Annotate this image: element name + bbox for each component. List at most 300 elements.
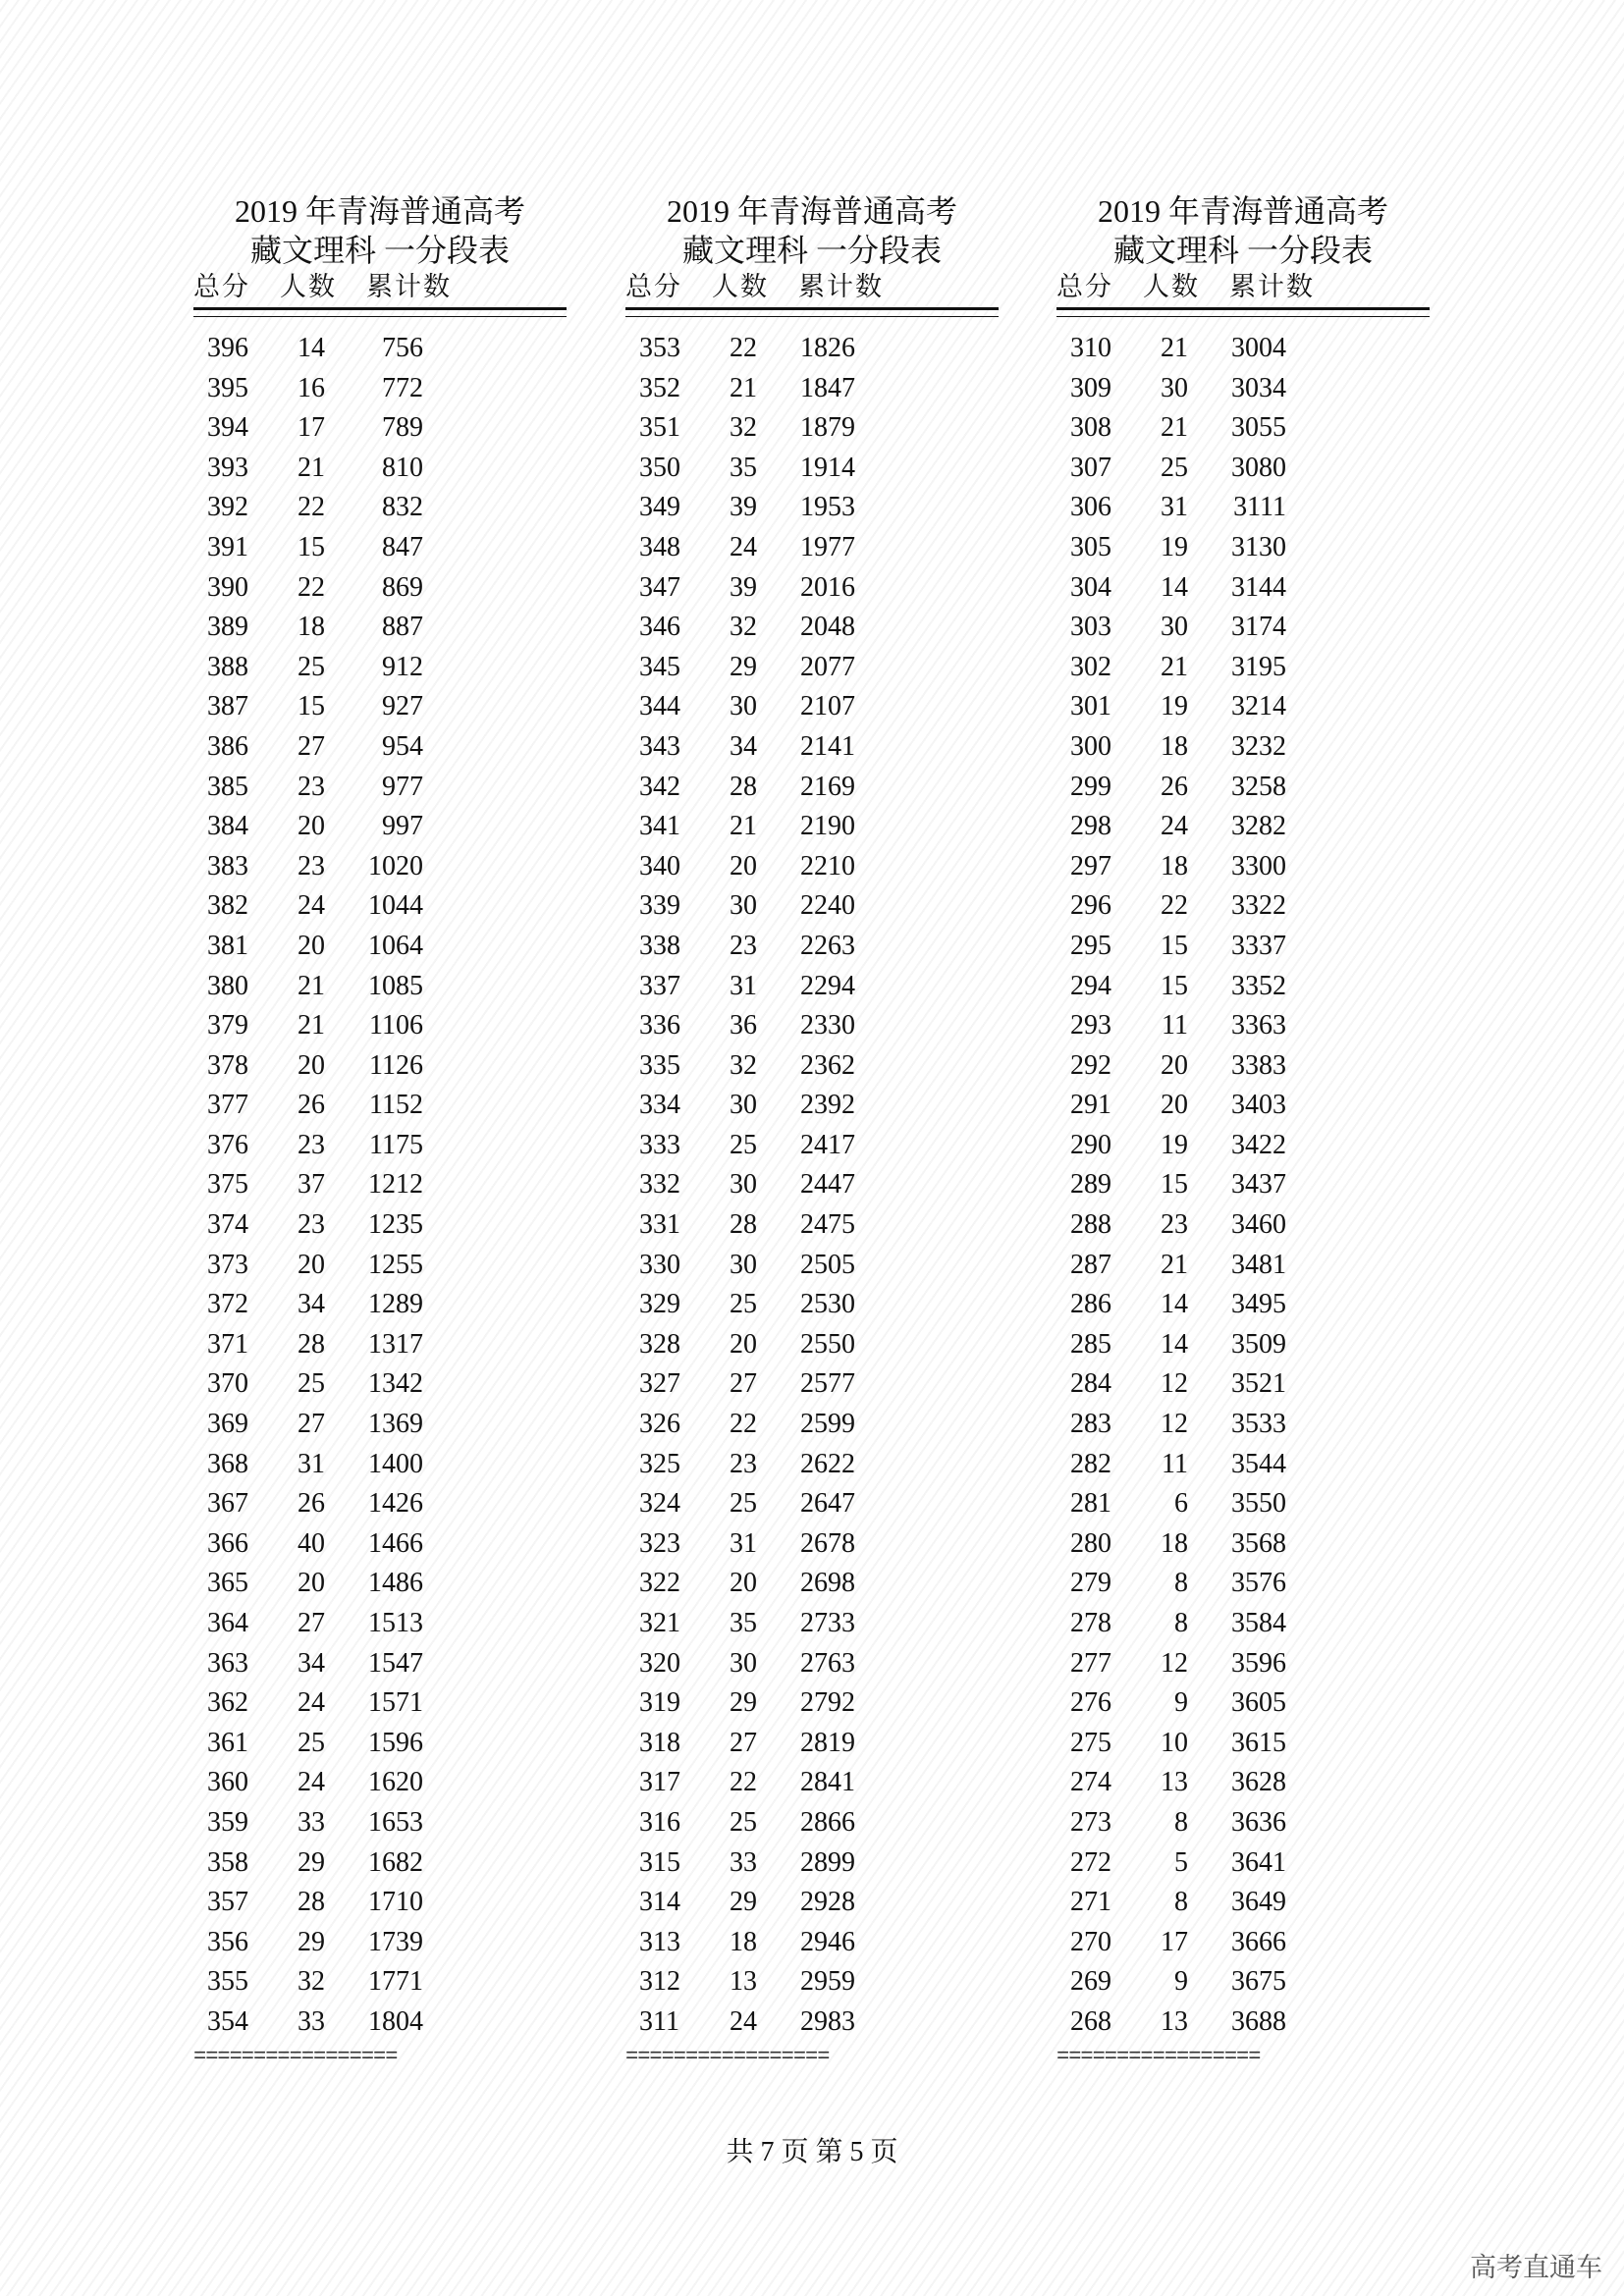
cell-cumulative: 2107 — [800, 691, 855, 722]
cell-score: 380 — [207, 970, 248, 1001]
table-row — [193, 1524, 567, 1565]
table-row — [1056, 329, 1430, 369]
table-row — [1056, 568, 1430, 609]
cell-score: 280 — [1070, 1527, 1111, 1559]
table-row — [1056, 727, 1430, 768]
table-subtitle: 藏文理科 一分段表 — [681, 233, 942, 268]
table-row — [193, 1564, 567, 1604]
cell-cumulative: 2983 — [800, 2005, 855, 2037]
cell-cumulative: 1126 — [369, 1049, 423, 1081]
cell-count: 18 — [1161, 730, 1188, 762]
cell-score: 391 — [207, 531, 248, 562]
table-row — [1056, 1325, 1430, 1365]
cell-cumulative: 1620 — [368, 1767, 423, 1798]
table-row — [193, 1923, 567, 1963]
cell-count: 21 — [1161, 412, 1188, 444]
cell-count: 22 — [730, 333, 757, 363]
cell-count: 9 — [1174, 1687, 1188, 1719]
cell-cumulative: 3111 — [1233, 492, 1286, 523]
cell-score: 318 — [639, 1727, 680, 1758]
cell-count: 20 — [298, 811, 325, 842]
cell-count: 22 — [298, 571, 325, 603]
cell-cumulative: 1653 — [368, 1806, 423, 1838]
table-row — [193, 408, 567, 449]
cell-cumulative: 1513 — [368, 1608, 423, 1638]
cell-score: 383 — [207, 850, 248, 881]
table-row — [1056, 2002, 1430, 2043]
cell-score: 340 — [639, 850, 680, 881]
cell-cumulative: 1235 — [368, 1209, 423, 1241]
cell-count: 34 — [298, 1647, 325, 1679]
cell-cumulative: 2505 — [800, 1249, 855, 1280]
cell-score: 326 — [639, 1409, 680, 1440]
table-row — [625, 1285, 999, 1325]
cell-cumulative: 2294 — [800, 970, 855, 1001]
table-header — [193, 270, 567, 305]
table-subtitle: 藏文理科 一分段表 — [1112, 233, 1373, 268]
cell-count: 23 — [730, 930, 757, 961]
cell-score: 317 — [639, 1767, 680, 1798]
cell-cumulative: 2048 — [800, 612, 855, 643]
cell-score: 358 — [207, 1846, 248, 1878]
cell-score: 335 — [639, 1049, 680, 1081]
table-end-rule: ================= — [625, 2044, 830, 2069]
cell-count: 24 — [298, 1687, 325, 1719]
table-row — [193, 1165, 567, 1205]
cell-count: 26 — [1161, 771, 1188, 802]
cell-count: 17 — [298, 412, 325, 444]
cell-cumulative: 3649 — [1231, 1887, 1286, 1918]
cell-score: 277 — [1070, 1647, 1111, 1679]
cell-count: 15 — [1161, 970, 1188, 1001]
score-table-column-2 — [625, 191, 999, 2072]
table-row — [625, 1006, 999, 1046]
cell-cumulative: 1682 — [368, 1846, 423, 1878]
cell-cumulative: 2678 — [800, 1527, 855, 1559]
cell-count: 25 — [730, 1488, 757, 1520]
table-row — [625, 687, 999, 727]
cell-cumulative: 810 — [382, 452, 423, 483]
table-end-rule: ================= — [1056, 2044, 1261, 2069]
cell-count: 22 — [298, 492, 325, 523]
cell-count: 32 — [730, 1049, 757, 1081]
table-row — [193, 927, 567, 967]
table-row — [1056, 369, 1430, 409]
table-row — [193, 807, 567, 847]
cell-score: 362 — [207, 1687, 248, 1719]
cell-count: 28 — [730, 1209, 757, 1241]
cell-count: 14 — [298, 333, 325, 363]
cell-cumulative: 2866 — [800, 1806, 855, 1838]
cell-cumulative: 789 — [382, 412, 423, 444]
cell-count: 28 — [298, 1887, 325, 1918]
cell-score: 369 — [207, 1409, 248, 1440]
cell-cumulative: 3214 — [1231, 691, 1286, 722]
cell-count: 24 — [298, 890, 325, 922]
cell-count: 24 — [1161, 811, 1188, 842]
cell-cumulative: 1085 — [368, 970, 423, 1001]
cell-count: 27 — [298, 730, 325, 762]
table-row — [625, 1724, 999, 1764]
cell-cumulative: 3641 — [1231, 1846, 1286, 1878]
cell-count: 19 — [1161, 531, 1188, 562]
cell-count: 28 — [298, 1328, 325, 1360]
cell-cumulative: 1739 — [368, 1926, 423, 1957]
table-row — [625, 1445, 999, 1485]
table-row — [625, 1165, 999, 1205]
cell-count: 23 — [298, 771, 325, 802]
cell-cumulative: 2417 — [800, 1129, 855, 1160]
header-score: 总分 — [625, 272, 682, 302]
table-row — [625, 1325, 999, 1365]
table-body — [625, 329, 999, 2043]
cell-score: 375 — [207, 1169, 248, 1201]
cell-cumulative: 3605 — [1231, 1687, 1286, 1719]
cell-score: 376 — [207, 1129, 248, 1160]
cell-count: 20 — [298, 1249, 325, 1280]
cell-score: 330 — [639, 1249, 680, 1280]
cell-count: 30 — [730, 1090, 757, 1121]
cell-cumulative: 887 — [382, 612, 423, 643]
cell-score: 364 — [207, 1608, 248, 1638]
cell-count: 23 — [298, 1129, 325, 1160]
cell-score: 269 — [1070, 1966, 1111, 1998]
cell-cumulative: 3352 — [1231, 970, 1286, 1001]
cell-cumulative: 2077 — [800, 651, 855, 682]
cell-score: 278 — [1070, 1608, 1111, 1638]
table-row — [1056, 608, 1430, 648]
table-row — [193, 1126, 567, 1166]
cell-cumulative: 3584 — [1231, 1608, 1286, 1638]
cell-cumulative: 3144 — [1231, 571, 1286, 603]
cell-score: 314 — [639, 1887, 680, 1918]
table-body — [1056, 329, 1430, 2043]
table-row — [193, 648, 567, 688]
table-row — [625, 807, 999, 847]
cell-cumulative: 2475 — [800, 1209, 855, 1241]
cell-count: 31 — [1161, 492, 1188, 523]
table-row — [1056, 488, 1430, 528]
cell-count: 30 — [730, 1647, 757, 1679]
cell-cumulative: 1486 — [368, 1568, 423, 1599]
cell-count: 15 — [298, 691, 325, 722]
cell-count: 19 — [1161, 691, 1188, 722]
table-row — [193, 768, 567, 808]
table-row — [1056, 1405, 1430, 1445]
table-row — [1056, 1285, 1430, 1325]
cell-score: 319 — [639, 1687, 680, 1719]
table-row — [1056, 1962, 1430, 2002]
table-end-rule: ================= — [193, 2044, 398, 2069]
cell-count: 23 — [298, 850, 325, 881]
cell-score: 292 — [1070, 1049, 1111, 1081]
cell-cumulative: 2392 — [800, 1090, 855, 1121]
score-table-column-3 — [1056, 191, 1430, 2072]
cell-score: 392 — [207, 492, 248, 523]
cell-count: 14 — [1161, 571, 1188, 603]
cell-score: 303 — [1070, 612, 1111, 643]
table-row — [625, 1086, 999, 1126]
cell-cumulative: 3533 — [1231, 1409, 1286, 1440]
cell-cumulative: 2928 — [800, 1887, 855, 1918]
cell-cumulative: 1466 — [368, 1527, 423, 1559]
table-row — [625, 329, 999, 369]
cell-cumulative: 3544 — [1231, 1448, 1286, 1479]
cell-cumulative: 2263 — [800, 930, 855, 961]
cell-score: 381 — [207, 930, 248, 961]
cell-cumulative: 2210 — [800, 850, 855, 881]
table-row — [1056, 1524, 1430, 1565]
cell-count: 25 — [298, 1368, 325, 1400]
cell-count: 25 — [298, 651, 325, 682]
cell-count: 27 — [298, 1608, 325, 1638]
cell-score: 337 — [639, 970, 680, 1001]
cell-count: 29 — [298, 1846, 325, 1878]
brand-watermark-text: 高考直通车 — [1470, 2253, 1602, 2283]
cell-score: 273 — [1070, 1806, 1111, 1838]
cell-cumulative: 3403 — [1231, 1090, 1286, 1121]
table-row — [625, 408, 999, 449]
cell-score: 315 — [639, 1846, 680, 1878]
cell-cumulative: 2190 — [800, 811, 855, 842]
cell-score: 312 — [639, 1966, 680, 1998]
cell-score: 387 — [207, 691, 248, 722]
cell-score: 272 — [1070, 1846, 1111, 1878]
cell-count: 8 — [1174, 1887, 1188, 1918]
cell-count: 12 — [1161, 1409, 1188, 1440]
cell-cumulative: 927 — [382, 691, 423, 722]
cell-score: 307 — [1070, 452, 1111, 483]
cell-score: 367 — [207, 1488, 248, 1520]
cell-score: 346 — [639, 612, 680, 643]
table-row — [193, 369, 567, 409]
cell-count: 30 — [730, 691, 757, 722]
table-row — [193, 329, 567, 369]
cell-score: 306 — [1070, 492, 1111, 523]
table-row — [625, 1524, 999, 1565]
cell-count: 33 — [730, 1846, 757, 1878]
cell-count: 25 — [730, 1289, 757, 1320]
table-row — [193, 1484, 567, 1524]
cell-count: 8 — [1174, 1608, 1188, 1638]
cell-count: 18 — [730, 1926, 757, 1957]
cell-count: 33 — [298, 1806, 325, 1838]
cell-count: 32 — [730, 612, 757, 643]
cell-score: 386 — [207, 730, 248, 762]
cell-cumulative: 3422 — [1231, 1129, 1286, 1160]
cell-score: 310 — [1070, 333, 1111, 363]
cell-score: 347 — [639, 571, 680, 603]
cell-count: 35 — [730, 452, 757, 483]
cell-cumulative: 1064 — [368, 930, 423, 961]
table-row — [625, 568, 999, 609]
table-row — [1056, 1364, 1430, 1405]
cell-cumulative: 2599 — [800, 1409, 855, 1440]
cell-cumulative: 756 — [382, 333, 423, 363]
cell-score: 336 — [639, 1010, 680, 1041]
cell-cumulative: 3174 — [1231, 612, 1286, 643]
cell-cumulative: 1426 — [368, 1488, 423, 1520]
table-row — [1056, 1644, 1430, 1684]
cell-count: 30 — [730, 1249, 757, 1280]
cell-count: 30 — [1161, 612, 1188, 643]
cell-score: 304 — [1070, 571, 1111, 603]
cell-score: 385 — [207, 771, 248, 802]
cell-score: 370 — [207, 1368, 248, 1400]
cell-cumulative: 1020 — [368, 850, 423, 881]
cell-score: 354 — [207, 2005, 248, 2037]
cell-count: 21 — [730, 811, 757, 842]
cell-score: 329 — [639, 1289, 680, 1320]
cell-score: 300 — [1070, 730, 1111, 762]
table-row — [1056, 1246, 1430, 1286]
cell-score: 338 — [639, 930, 680, 961]
table-row — [1056, 1604, 1430, 1644]
cell-count: 20 — [1161, 1090, 1188, 1121]
cell-cumulative: 3195 — [1231, 651, 1286, 682]
cell-score: 274 — [1070, 1767, 1111, 1798]
table-row — [193, 1285, 567, 1325]
cell-cumulative: 997 — [382, 811, 423, 842]
cell-score: 321 — [639, 1608, 680, 1638]
cell-cumulative: 2763 — [800, 1647, 855, 1679]
cell-cumulative: 1547 — [368, 1647, 423, 1679]
table-row — [625, 1843, 999, 1884]
cell-count: 13 — [1161, 1767, 1188, 1798]
cell-cumulative: 832 — [382, 492, 423, 523]
cell-cumulative: 3495 — [1231, 1289, 1286, 1320]
cell-count: 26 — [298, 1090, 325, 1121]
table-row — [1056, 408, 1430, 449]
cell-score: 283 — [1070, 1409, 1111, 1440]
cell-score: 323 — [639, 1527, 680, 1559]
cell-score: 352 — [639, 372, 680, 403]
table-row — [625, 449, 999, 489]
cell-count: 40 — [298, 1527, 325, 1559]
cell-cumulative: 1255 — [368, 1249, 423, 1280]
cell-cumulative: 3688 — [1231, 2005, 1286, 2037]
table-row — [193, 528, 567, 568]
cell-score: 361 — [207, 1727, 248, 1758]
table-row — [1056, 1683, 1430, 1724]
cell-count: 31 — [298, 1448, 325, 1479]
table-row — [1056, 648, 1430, 688]
cell-cumulative: 3004 — [1231, 333, 1286, 363]
table-row — [625, 1923, 999, 1963]
table-row — [193, 449, 567, 489]
cell-score: 344 — [639, 691, 680, 722]
cell-score: 270 — [1070, 1926, 1111, 1957]
cell-count: 13 — [1161, 2005, 1188, 2037]
table-row — [193, 1644, 567, 1684]
table-row — [625, 727, 999, 768]
cell-cumulative: 1400 — [368, 1448, 423, 1479]
table-row — [625, 648, 999, 688]
table-row — [193, 1803, 567, 1843]
cell-score: 327 — [639, 1368, 680, 1400]
cell-cumulative: 3521 — [1231, 1368, 1286, 1400]
table-row — [193, 1364, 567, 1405]
header-double-rule — [193, 307, 567, 317]
cell-count: 6 — [1174, 1488, 1188, 1520]
table-header — [1056, 270, 1430, 305]
header-score: 总分 — [1056, 272, 1113, 302]
table-row — [1056, 1763, 1430, 1803]
table-row — [1056, 1205, 1430, 1246]
cell-score: 377 — [207, 1090, 248, 1121]
cell-score: 309 — [1070, 372, 1111, 403]
cell-score: 378 — [207, 1049, 248, 1081]
cell-count: 12 — [1161, 1368, 1188, 1400]
cell-score: 351 — [639, 412, 680, 444]
cell-score: 353 — [639, 333, 680, 363]
table-row — [193, 568, 567, 609]
table-header — [625, 270, 999, 305]
cell-score: 288 — [1070, 1209, 1111, 1241]
cell-cumulative: 3437 — [1231, 1169, 1286, 1201]
cell-score: 360 — [207, 1767, 248, 1798]
cell-cumulative: 3337 — [1231, 930, 1286, 961]
cell-cumulative: 2946 — [800, 1926, 855, 1957]
cell-count: 31 — [730, 970, 757, 1001]
table-row — [1056, 1843, 1430, 1884]
cell-count: 20 — [730, 850, 757, 881]
cell-cumulative: 912 — [382, 651, 423, 682]
cell-cumulative: 954 — [382, 730, 423, 762]
cell-cumulative: 2819 — [800, 1727, 855, 1758]
cell-score: 357 — [207, 1887, 248, 1918]
table-row — [625, 967, 999, 1007]
cell-cumulative: 3615 — [1231, 1727, 1286, 1758]
cell-cumulative: 2240 — [800, 890, 855, 922]
table-row — [1056, 886, 1430, 927]
cell-score: 382 — [207, 890, 248, 922]
cell-count: 13 — [730, 1966, 757, 1998]
cell-cumulative: 3675 — [1231, 1966, 1286, 1998]
table-row — [625, 1604, 999, 1644]
cell-cumulative: 869 — [382, 571, 423, 603]
cell-cumulative: 3383 — [1231, 1049, 1286, 1081]
cell-score: 285 — [1070, 1328, 1111, 1360]
cell-score: 305 — [1070, 531, 1111, 562]
table-row — [193, 488, 567, 528]
cell-cumulative: 1044 — [368, 890, 423, 922]
table-row — [625, 1883, 999, 1923]
cell-score: 289 — [1070, 1169, 1111, 1201]
cell-cumulative: 3481 — [1231, 1249, 1286, 1280]
cell-score: 348 — [639, 531, 680, 562]
table-row — [1056, 1445, 1430, 1485]
cell-count: 30 — [1161, 372, 1188, 403]
cell-cumulative: 3282 — [1231, 811, 1286, 842]
table-row — [1056, 1883, 1430, 1923]
cell-score: 349 — [639, 492, 680, 523]
table-row — [625, 768, 999, 808]
cell-score: 332 — [639, 1169, 680, 1201]
cell-score: 325 — [639, 1448, 680, 1479]
cell-score: 350 — [639, 452, 680, 483]
cell-score: 324 — [639, 1488, 680, 1520]
cell-score: 389 — [207, 612, 248, 643]
cell-cumulative: 3636 — [1231, 1806, 1286, 1838]
cell-count: 28 — [730, 771, 757, 802]
cell-count: 11 — [1162, 1010, 1188, 1041]
cell-score: 316 — [639, 1806, 680, 1838]
cell-count: 25 — [1161, 452, 1188, 483]
cell-cumulative: 3232 — [1231, 730, 1286, 762]
cell-cumulative: 2899 — [800, 1846, 855, 1878]
cell-cumulative: 2647 — [800, 1488, 855, 1520]
